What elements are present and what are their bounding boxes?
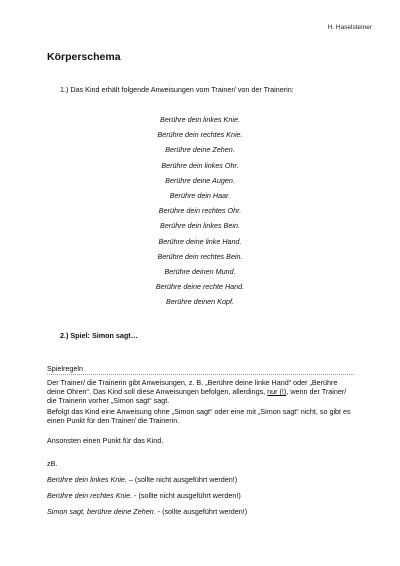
rules-paragraph-1-text-a: Der Trainer/ die Trainerin gibt Anweisungen, z. B. „Berühre deine linke Hand“ oder „Berühre deine Ohren“. Das Kind soll diese Anweisungen befolgen, allerdings, — [47, 378, 338, 397]
command-item: Berühre deine linke Hand. — [158, 236, 242, 246]
rules-heading: Spielregeln — [47, 364, 83, 373]
command-item: Berühre dein rechtes Ohr. — [158, 206, 242, 216]
command-item: Berühre dein linkes Bein. — [160, 221, 240, 231]
example-line — [47, 475, 237, 484]
example-note: - (sollte nicht ausgeführt werden!) — [132, 491, 241, 500]
command-item: Berühre dein Haar. — [169, 190, 231, 200]
command-item: Berühre deinen Kopf. — [166, 297, 234, 307]
section1-intro: 1.) Das Kind erhält folgende Anweisungen vom Trainer/ von der Trainerin: — [60, 85, 294, 94]
example-note: – (sollte nicht ausgeführt werden!) — [126, 475, 238, 484]
rules-paragraph-3: Ansonsten einen Punkt für das Kind. — [47, 436, 164, 445]
example-line — [47, 507, 247, 516]
example-command: Berühre dein rechtes Knie. — [47, 491, 133, 500]
command-item: Berühre dein linkes Knie. — [160, 115, 240, 124]
example-command: Berühre dein linkes Knie. — [47, 475, 127, 484]
example-line — [47, 491, 241, 500]
command-item: Berühre dein rechtes Bein. — [157, 251, 243, 261]
example-label: zB. — [47, 459, 58, 468]
page-title: Körperschema — [47, 51, 121, 63]
author-name: H. Haselsteiner — [327, 24, 372, 31]
rules-emphasis: nur (!) — [267, 387, 287, 397]
command-item: Berühre deine Augen. — [165, 175, 235, 185]
example-note: - (sollte ausgeführt werden!) — [155, 507, 248, 516]
rules-paragraph-1 — [47, 378, 357, 406]
rules-divider — [47, 374, 354, 375]
example-command: Simon sagt, berühre deine Zehen. — [47, 507, 156, 516]
command-item: Berühre dein rechtes Knie. — [157, 130, 243, 140]
rules-paragraph-2: Befolgt das Kind eine Anweisung ohne „Simon sagt“ oder eine mit „Simon sagt“ nicht, so gibt es einen Punkt für den Trainer/ die Trainerin. — [47, 407, 351, 426]
command-item: Berühre deine Zehen. — [165, 145, 235, 155]
section2-title: 2.) Spiel: Simon sagt… — [60, 331, 138, 340]
command-item: Berühre deinen Mund. — [164, 266, 236, 276]
rules-paragraph-1-text-b: , wenn der Trainer/ die Trainerin vorher „Simon sagt“ sagt. — [47, 387, 347, 406]
command-list — [0, 112, 400, 309]
command-item: Berühre dein linkes Ohr. — [161, 160, 239, 170]
command-item: Berühre deine rechte Hand. — [155, 282, 245, 292]
